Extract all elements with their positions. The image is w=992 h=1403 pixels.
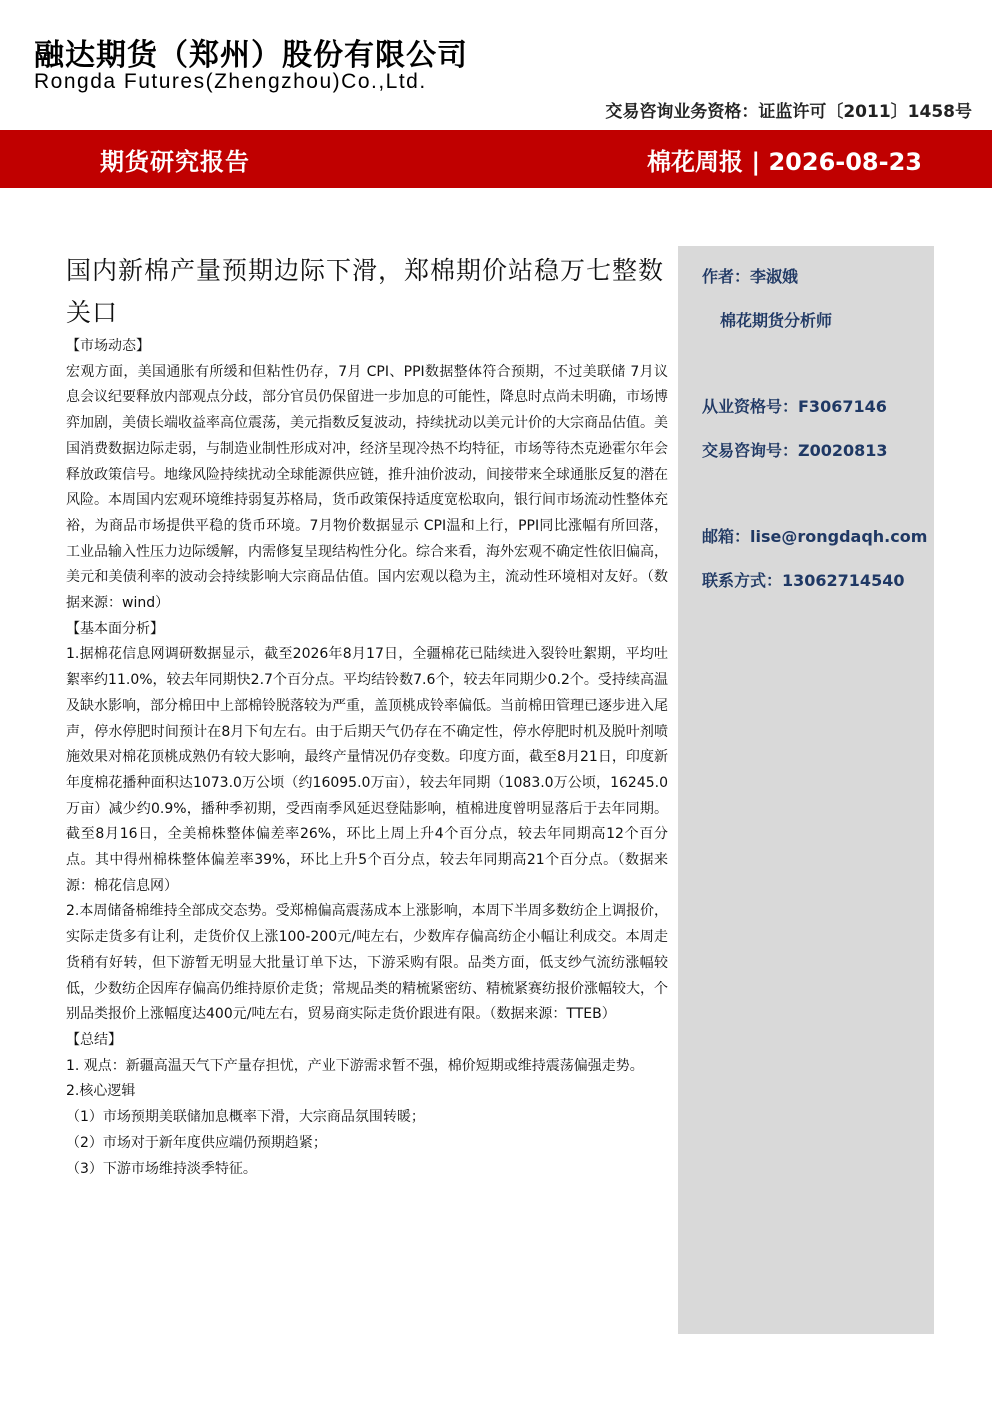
report-title: 国内新棉产量预期边际下滑，郑棉期价站稳万七整数关口	[66, 256, 665, 327]
report-banner	[0, 130, 992, 188]
company-name-cn: 融达期货（郑州）股份有限公司	[34, 38, 468, 73]
qualification-text: 交易咨询业务资格：证监许可〔2011〕1458号	[605, 102, 972, 122]
consult-number: 交易咨询号：Z0020813	[702, 441, 888, 460]
summary-logic-2: （2）市场对于新年度供应端仍预期趋紧；	[66, 1134, 327, 1151]
company-name-en: Rongda Futures(Zhengzhou)Co.,Ltd.	[34, 70, 427, 93]
summary-logic-heading: 2.核心逻辑	[66, 1083, 136, 1100]
report-body	[66, 334, 668, 1182]
author-role: 棉花期货分析师	[720, 311, 833, 330]
section-heading-summary: 【总结】	[66, 1031, 122, 1048]
summary-logic-3: （3）下游市场维持淡季特征。	[66, 1160, 257, 1177]
author-email: 邮箱：lise@rongdaqh.com	[702, 527, 928, 546]
report-date-title: 棉花周报 | 2026-08-23	[647, 148, 922, 176]
author-sidebar	[678, 246, 934, 1334]
license-number: 从业资格号：F3067146	[702, 397, 887, 416]
section-heading-fundamental: 【基本面分析】	[66, 620, 164, 637]
report-type: 期货研究报告	[100, 148, 250, 176]
summary-view: 1. 观点：新疆高温天气下产量存担忧，产业下游需求暂不强，棉价短期或维持震荡偏强走势。	[66, 1057, 644, 1074]
author-phone: 联系方式：13062714540	[702, 571, 905, 590]
section-heading-market: 【市场动态】	[66, 338, 150, 354]
summary-logic-1: （1）市场预期美联储加息概率下滑，大宗商品氛围转暖；	[66, 1109, 425, 1126]
fundamental-paragraph-1: 1.据棉花信息网调研数据显示，截至2026年8月17日，全疆棉花已陆续进入裂铃吐絮期，平均吐絮率约11.0%，较去年同期快2.7个百分点。平均结铃数7.6个，较去年同期少0.2个。受持续高温及缺水影响，部分棉田中上部棉铃脱落较为严重，盖顶桃成铃率偏低。当前棉田管理已逐步进入尾声，停水停肥时间预计在8月下旬左右。由于后期天气仍存在不确定性，停水停肥时机及脱叶剂喷施效果对棉花顶桃成熟仍有较大影响，最终产量情况仍存变数。印度方面，截至8月21日，印度新年度棉花播种面积达1073.0万公顷（约16095.0万亩），较去年同期（1083.0万公顷，16245.0万亩）减少约0.9%，播种季初期，受西南季风延迟登陆影响，植棉进度曾明显落后于去年同期。截至8月16日，全美棉株整体偏差率26%，环比上周上升4个百分点，较去年同期高12个百分点。其中得州棉株整体偏差率39%，环比上升5个百分点，较去年同期高21个百分点。（数据来源：棉花信息网）	[66, 646, 668, 894]
author-name: 作者：李淑娥	[702, 267, 799, 286]
fundamental-paragraph-2: 2.本周储备棉维持全部成交态势。受郑棉偏高震荡成本上涨影响，本周下半周多数纺企上调报价，实际走货多有让利，走货价仅上涨100-200元/吨左右，少数库存偏高纺企小幅让利成交。本周走货稍有好转，但下游暂无明显大批量订单下达，下游采购有限。品类方面，低支纱气流纺涨幅较低，少数纺企因库存偏高仍维持原价走货；常规品类的精梳紧密纺、精梳紧赛纺报价涨幅较大，个别品类报价上涨幅度达400元/吨左右，贸易商实际走货价跟进有限。（数据来源：TTEB）	[66, 903, 668, 1023]
market-paragraph: 宏观方面，美国通胀有所缓和但粘性仍存，7月 CPI、PPI数据整体符合预期，不过美联储 7月议息会议纪要释放内部观点分歧，部分官员仍保留进一步加息的可能性，降息时点尚未明确，市场博弈加剧，美债长端收益率高位震荡，美元指数反复波动，持续扰动以美元计价的大宗商品估值。美国消费数据边际走弱，与制造业制性形成对冲，经济呈现冷热不均特征，市场等待杰克逊霍尔年会释放政策信号。地缘风险持续扰动全球能源供应链，推升油价波动，间接带来全球通胀反复的潜在风险。本周国内宏观环境维持弱复苏格局，货币政策保持适度宽松取向，银行间市场流动性整体充裕，为商品市场提供平稳的货币环境。7月物价数据显示 CPI温和上行，PPI同比涨幅有所回落，工业品输入性压力边际缓解，内需修复呈现结构性分化。综合来看，海外宏观不确定性依旧偏高，美元和美债利率的波动会持续影响大宗商品估值。国内宏观以稳为主，流动性环境相对友好。（数据来源：wind）	[66, 363, 668, 612]
